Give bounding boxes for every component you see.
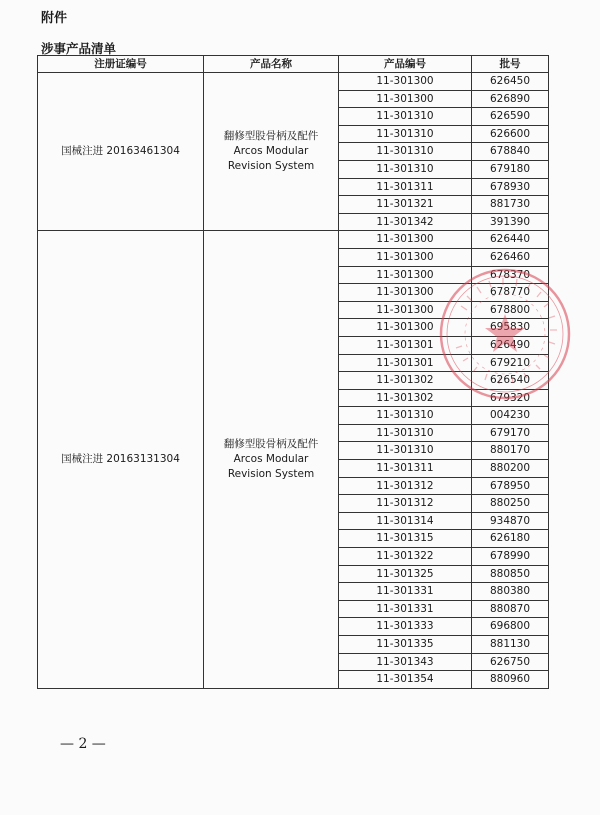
product-code-cell: 11-301302 xyxy=(339,372,472,390)
product-code-cell: 11-301331 xyxy=(339,583,472,601)
lot-number-cell: 679210 xyxy=(472,354,549,372)
product-code-cell: 11-301300 xyxy=(339,231,472,249)
product-code-cell: 11-301300 xyxy=(339,90,472,108)
lot-number-cell: 880380 xyxy=(472,583,549,601)
product-code-cell: 11-301300 xyxy=(339,284,472,302)
lot-number-cell: 880870 xyxy=(472,600,549,618)
lot-number-cell: 678370 xyxy=(472,266,549,284)
lot-number-cell: 880250 xyxy=(472,495,549,513)
product-code-cell: 11-301315 xyxy=(339,530,472,548)
table-row xyxy=(38,231,549,249)
product-code-cell: 11-301321 xyxy=(339,196,472,214)
lot-number-cell: 626490 xyxy=(472,336,549,354)
lot-number-cell: 678930 xyxy=(472,178,549,196)
table-header-row xyxy=(38,56,549,73)
lot-number-cell: 626890 xyxy=(472,90,549,108)
registration-number-cell: 国械注进 20163461304 xyxy=(38,73,204,231)
lot-number-cell: 678990 xyxy=(472,548,549,566)
product-name-cell xyxy=(204,231,339,688)
lot-number-cell: 678800 xyxy=(472,301,549,319)
lot-number-cell: 679320 xyxy=(472,389,549,407)
product-table xyxy=(37,55,549,689)
lot-number-cell: 626540 xyxy=(472,372,549,390)
lot-number-cell: 881130 xyxy=(472,636,549,654)
product-code-cell: 11-301342 xyxy=(339,213,472,231)
lot-number-cell: 626440 xyxy=(472,231,549,249)
product-code-cell: 11-301322 xyxy=(339,548,472,566)
product-code-cell: 11-301300 xyxy=(339,266,472,284)
lot-number-cell: 695830 xyxy=(472,319,549,337)
product-code-cell: 11-301300 xyxy=(339,248,472,266)
product-code-cell: 11-301301 xyxy=(339,336,472,354)
product-name-line: 翻修型股骨柄及配件 xyxy=(223,130,319,143)
product-name-cell xyxy=(204,73,339,231)
product-name-line: Revision System xyxy=(227,468,315,481)
lot-number-cell: 004230 xyxy=(472,407,549,425)
lot-number-cell: 679170 xyxy=(472,424,549,442)
lot-number-cell: 678950 xyxy=(472,477,549,495)
product-code-cell: 11-301310 xyxy=(339,407,472,425)
lot-number-cell: 880170 xyxy=(472,442,549,460)
product-code-cell: 11-301310 xyxy=(339,125,472,143)
product-code-cell: 11-301310 xyxy=(339,143,472,161)
product-code-cell: 11-301300 xyxy=(339,319,472,337)
lot-number-cell: 696800 xyxy=(472,618,549,636)
product-code-cell: 11-301335 xyxy=(339,636,472,654)
lot-number-cell: 626600 xyxy=(472,125,549,143)
lot-number-cell: 678840 xyxy=(472,143,549,161)
product-code-cell: 11-301314 xyxy=(339,512,472,530)
table-row xyxy=(38,73,549,91)
product-code-cell: 11-301331 xyxy=(339,600,472,618)
section-title: 涉事产品清单 xyxy=(41,41,117,56)
table-body xyxy=(38,73,549,689)
product-code-cell: 11-301300 xyxy=(339,301,472,319)
product-code-cell: 11-301354 xyxy=(339,671,472,689)
product-code-cell: 11-301310 xyxy=(339,442,472,460)
attachment-label: 附件 xyxy=(41,11,68,26)
product-code-cell: 11-301325 xyxy=(339,565,472,583)
page-number: — 2 — xyxy=(60,736,106,752)
product-code-cell: 11-301311 xyxy=(339,178,472,196)
lot-number-cell: 626590 xyxy=(472,108,549,126)
lot-number-cell: 678770 xyxy=(472,284,549,302)
lot-number-cell: 626460 xyxy=(472,248,549,266)
lot-number-cell: 391390 xyxy=(472,213,549,231)
lot-number-cell: 626450 xyxy=(472,73,549,91)
lot-number-cell: 679180 xyxy=(472,160,549,178)
lot-number-cell: 934870 xyxy=(472,512,549,530)
product-code-cell: 11-301301 xyxy=(339,354,472,372)
product-name-line: 翻修型股骨柄及配件 xyxy=(223,438,319,451)
product-code-cell: 11-301302 xyxy=(339,389,472,407)
product-name-line: Revision System xyxy=(227,160,315,173)
product-code-cell: 11-301310 xyxy=(339,108,472,126)
product-code-cell: 11-301333 xyxy=(339,618,472,636)
lot-number-cell: 880200 xyxy=(472,460,549,478)
column-header-product-name: 产品名称 xyxy=(204,56,339,73)
product-code-cell: 11-301312 xyxy=(339,477,472,495)
product-code-cell: 11-301310 xyxy=(339,424,472,442)
lot-number-cell: 880850 xyxy=(472,565,549,583)
lot-number-cell: 880960 xyxy=(472,671,549,689)
product-code-cell: 11-301300 xyxy=(339,73,472,91)
column-header-lot-number: 批号 xyxy=(472,56,549,73)
product-code-cell: 11-301311 xyxy=(339,460,472,478)
product-code-cell: 11-301343 xyxy=(339,653,472,671)
lot-number-cell: 626180 xyxy=(472,530,549,548)
column-header-product-code: 产品编号 xyxy=(339,56,472,73)
registration-number-cell: 国械注进 20163131304 xyxy=(38,231,204,688)
product-name-line: Arcos Modular xyxy=(233,145,309,158)
product-code-cell: 11-301312 xyxy=(339,495,472,513)
column-header-registration: 注册证编号 xyxy=(38,56,204,73)
product-name-line: Arcos Modular xyxy=(233,453,309,466)
product-code-cell: 11-301310 xyxy=(339,160,472,178)
lot-number-cell: 881730 xyxy=(472,196,549,214)
lot-number-cell: 626750 xyxy=(472,653,549,671)
